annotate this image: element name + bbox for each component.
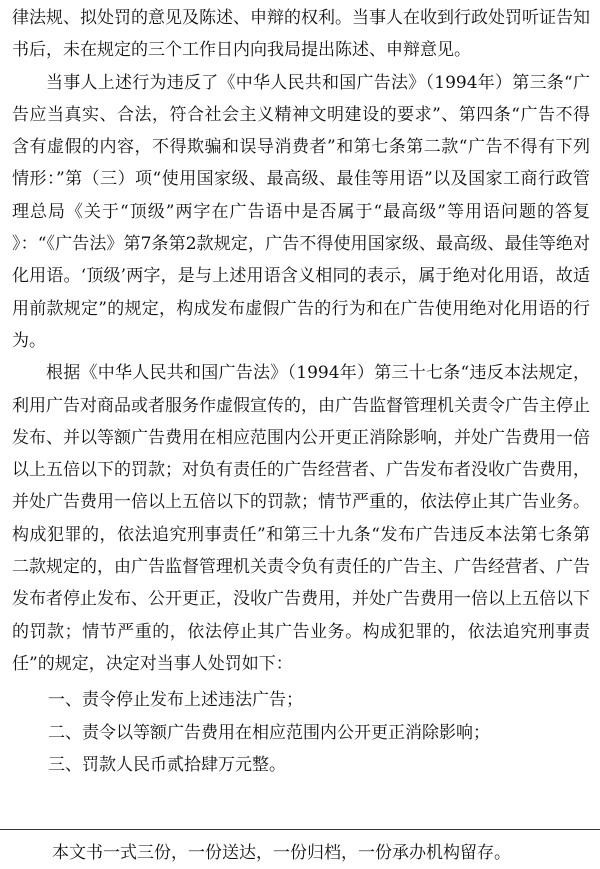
penalty-item-stop-ads: 一、责令停止发布上述违法广告； (48, 690, 303, 711)
penalty-item-public-correction: 二、责令以等额广告费用在相应范围内公开更正消除影响； (48, 722, 490, 743)
footer-note: 本文书一式三份，一份送达，一份归档，一份承办机构留存。 (52, 843, 511, 863)
penalty-list (12, 684, 590, 782)
document-body (12, 2, 590, 782)
penalty-item-fine: 三、罚款人民币贰拾肆万元整。 (48, 755, 286, 776)
paragraph-hearing-notice: 律法规、拟处罚的意见及陈述、申辩的权利。当事人在收到行政处罚听证告知书后，未在规定的三个工作日内向我局提出陈述、申辩意见。 (12, 8, 590, 61)
footer-divider (0, 829, 600, 830)
paragraph-legal-basis: 根据《中华人民共和国广告法》（1994年）第三十七条“违反本法规定，利用广告对商品或者服务作虚假宣传的，由广告监督管理机关责令广告主停止发布、并以等额广告费用在相应范围内公开更正消除影响，并处广告费用一倍以上五倍以下的罚款；对负有责任的广告经营者、广告发布者没收广告费用，并处广告费用一倍以上五倍以下的罚款；情节严重的，依法停止其广告业务。构成犯罪的，依法追究刑事责任”和第三十九条“发布广告违反本法第七条第二款规定的，由广告监督管理机关责令负有责任的广告主、广告经营者、广告发布者停止发布、公开更正，没收广告费用，并处广告费用一倍以上五倍以下的罚款；情节严重的，依法停止其广告业务。构成犯罪的，依法追究刑事责任”的规定，决定对当事人处罚如下： (12, 363, 590, 674)
paragraph-violation: 当事人上述行为违反了《中华人民共和国广告法》（1994年）第三条“广告应当真实、合法，符合社会主义精神文明建设的要求”、第四条“广告不得含有虚假的内容，不得欺骗和误导消费者”和第七条第二款“广告不得有下列情形：”第（三）项“使用国家级、最高级、最佳等用语”以及国家工商行政管理总局《关于“顶级”两字在广告语中是否属于“最高级”等用语问题的答复 》：“《广告法》第7条第2款规定，广告不得使用国家级、最高级、最佳等绝对化用语。‘顶级’两字，是与上述用语含义相同的表示，属于绝对化用语，故适用前款规定”的规定，构成发布虚假广告的行为和在广告使用绝对化用语的行为。 (12, 72, 590, 351)
